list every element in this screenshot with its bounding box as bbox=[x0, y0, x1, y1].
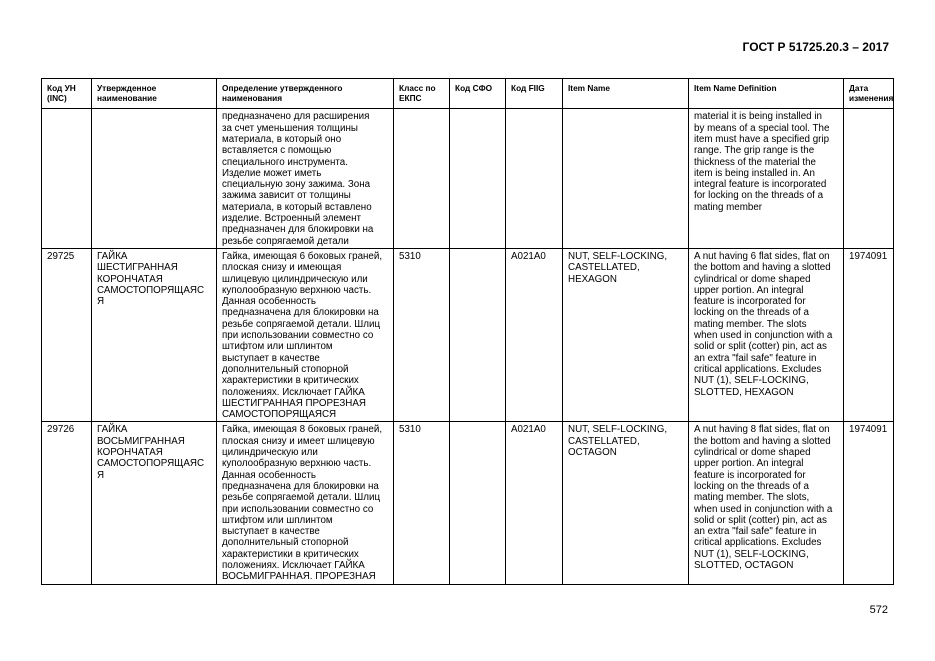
table-row bbox=[42, 248, 894, 421]
cell-fiig-code: A021A0 bbox=[506, 248, 563, 421]
cell-change-date: 1974091 bbox=[844, 422, 894, 584]
table-header-row bbox=[42, 79, 894, 109]
cell-approved-name: ГАЙКА ШЕСТИГРАННАЯ КОРОНЧАТАЯ САМОСТОПОРЯЩАЯС Я bbox=[92, 248, 217, 421]
header-sfo-code: Код СФО bbox=[450, 79, 506, 109]
cell-change-date: 1974091 bbox=[844, 248, 894, 421]
header-inc-code: Код УН (INC) bbox=[42, 79, 92, 109]
cell-ekps-class: 5310 bbox=[394, 422, 450, 584]
page-number: 572 bbox=[869, 604, 888, 616]
header-item-name: Item Name bbox=[563, 79, 689, 109]
nomenclature-table bbox=[41, 78, 894, 585]
cell-approved-name: ГАЙКА ВОСЬМИГРАННАЯ КОРОНЧАТАЯ САМОСТОПОРЯЩАЯС Я bbox=[92, 422, 217, 584]
cell-fiig-code bbox=[506, 109, 563, 249]
cell-sfo-code bbox=[450, 109, 506, 249]
header-approved-name: Утвержденное наименование bbox=[92, 79, 217, 109]
cell-item-name bbox=[563, 109, 689, 249]
header-fiig-code: Код FIIG bbox=[506, 79, 563, 109]
header-change-date: Дата изменения bbox=[844, 79, 894, 109]
document-standard-title: ГОСТ Р 51725.20.3 – 2017 bbox=[742, 40, 889, 54]
cell-fiig-code: A021A0 bbox=[506, 422, 563, 584]
cell-approved-name bbox=[92, 109, 217, 249]
table-row bbox=[42, 109, 894, 249]
cell-sfo-code bbox=[450, 422, 506, 584]
header-item-name-definition: Item Name Definition bbox=[689, 79, 844, 109]
cell-name-definition-ru: Гайка, имеющая 8 боковых граней, плоская снизу и имеет шлицевую цилиндрическую или куполообразную верхнюю часть. Данная особенность предназначена для блокировки на резьбе сопрягаемой детали. Шлиц при использовании совместно со штифтом или шплинтом выступает в качестве дополнительный стопорной характеристики в критических положениях. Исключает ГАЙКА ВОСЬМИГРАННАЯ. ПРОРЕЗНАЯ bbox=[217, 422, 394, 584]
cell-name-definition-ru: Гайка, имеющая 6 боковых граней, плоская снизу и имеющая шлицевую цилиндрическую или куполообразную верхнюю часть. Данная особенность предназначена для блокировки на резьбе сопрягаемой детали. Шлиц при использовании совместно со штифтом или шплинтом выступает в качестве дополнительный стопорной характеристики в критических положениях. Исключает ГАЙКА ШЕСТИГРАННАЯ ПРОРЕЗНАЯ САМОСТОПОРЯЩАЯСЯ bbox=[217, 248, 394, 421]
cell-inc-code: 29726 bbox=[42, 422, 92, 584]
cell-ekps-class bbox=[394, 109, 450, 249]
cell-inc-code: 29725 bbox=[42, 248, 92, 421]
cell-item-name-definition: A nut having 8 flat sides, flat on the bottom and having a slotted cylindrical or dome shaped upper portion. An integral feature is incorporated for locking on the threads of a mating member. The slots, when used in conjunction with a solid or split (cotter) pin, act as an extra "fail safe" feature in critical applications. Excludes NUT (1), SELF-LOCKING, SLOTTED, OCTAGON bbox=[689, 422, 844, 584]
cell-item-name-definition: material it is being installed in by means of a special tool. The item must have a specified grip range. The grip range is the thickness of the material the item is being installed in. An integral feature is incorporated for locking on the threads of a mating member bbox=[689, 109, 844, 249]
cell-sfo-code bbox=[450, 248, 506, 421]
cell-item-name: NUT, SELF-LOCKING, CASTELLATED, HEXAGON bbox=[563, 248, 689, 421]
cell-inc-code bbox=[42, 109, 92, 249]
cell-item-name: NUT, SELF-LOCKING, CASTELLATED, OCTAGON bbox=[563, 422, 689, 584]
cell-change-date bbox=[844, 109, 894, 249]
header-ekps-class: Класс по ЕКПС bbox=[394, 79, 450, 109]
cell-item-name-definition: A nut having 6 flat sides, flat on the bottom and having a slotted cylindrical or dome shaped upper portion. An integral feature is incorporated for locking on the threads of a mating member. The slots when used in conjunction with a solid or split (cotter) pin, act as an extra "fail safe" feature in critical applications. Excludes NUT (1), SELF-LOCKING, SLOTTED, HEXAGON bbox=[689, 248, 844, 421]
header-name-definition-ru: Определение утвержденного наименования bbox=[217, 79, 394, 109]
table-row bbox=[42, 422, 894, 584]
cell-name-definition-ru: предназначено для расширения за счет уменьшения толщины материала, в который оно вставляется с помощью специального инструмента. Изделие может иметь специальную зону зажима. Зона зажима зависит от толщины материала, в который вставлено изделие. Встроенный элемент предназначен для блокировки на резьбе сопрягаемой детали bbox=[217, 109, 394, 249]
cell-ekps-class: 5310 bbox=[394, 248, 450, 421]
